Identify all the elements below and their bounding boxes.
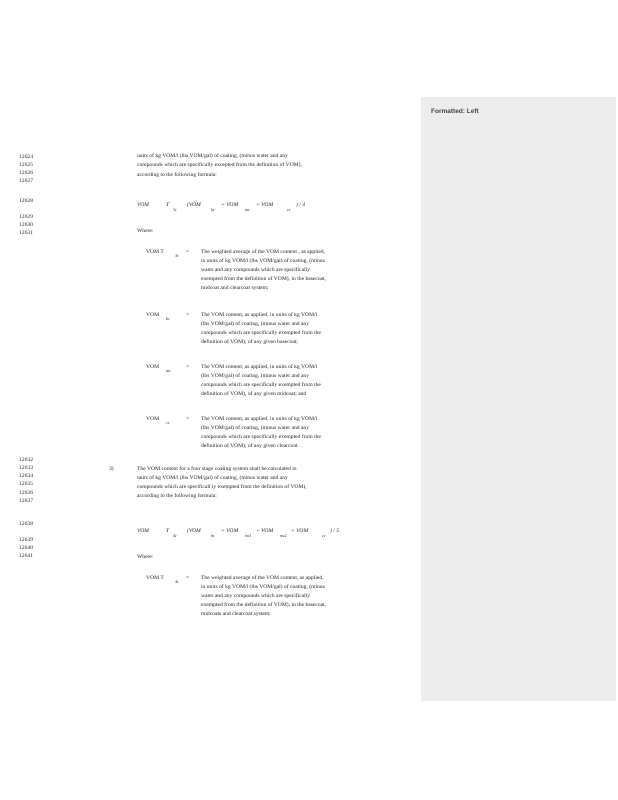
line-number: 12626	[19, 170, 33, 176]
definition-text: compounds which are specifically exempted from the	[201, 382, 321, 388]
formula-text: T	[166, 202, 170, 208]
definition-text: definition of VOM), of any given clearcoat.	[201, 443, 299, 449]
definition-term: VOM	[146, 364, 160, 370]
line-number: 12633	[19, 465, 33, 471]
comment-pane	[421, 97, 616, 701]
definition-subscript: bc	[166, 316, 170, 321]
formula-subscript: mc1	[245, 533, 252, 538]
definition-text: (lbs VOM/gal) of coating, (minus water and any	[201, 425, 310, 431]
definition-term: VOM	[146, 416, 160, 422]
definition-text: in units of kg VOM/l (lbs VOM/gal) of coating, (minus	[201, 258, 325, 264]
line-number: 12641	[19, 553, 33, 559]
definition-text: The VOM content, as applied, in units of kg VOM/l	[201, 416, 318, 422]
definition-subscript: 4c	[175, 579, 179, 584]
formula-text: T	[166, 528, 170, 534]
line-number: 12634	[19, 473, 33, 479]
definition-text: midcoats and clearcoat system;	[201, 611, 271, 617]
definition-term: VOM T	[146, 575, 164, 581]
formula-text: + VOM	[256, 528, 274, 534]
definition-text: (lbs VOM/gal) of coating, (minus water and any	[201, 373, 310, 379]
definition-term: VOM T	[146, 249, 164, 255]
body-text-line: compounds which are specificall ly exempted from the definition of VOM),	[137, 484, 307, 490]
line-number: 12632	[19, 457, 33, 463]
line-number: 12638	[19, 521, 33, 527]
definition-text: definition of VOM), of any given basecoat;	[201, 339, 298, 345]
where-label: Where:	[137, 554, 154, 560]
definition-text: exempted from the definition of VOM), in the basecoat,	[201, 602, 327, 608]
line-number: 12627	[19, 178, 33, 184]
formula-subscript: bc	[211, 207, 215, 212]
definition-text: water and any compounds which are specifically	[201, 593, 311, 599]
formula-subscript: 4c	[173, 533, 177, 538]
line-number: 12639	[19, 537, 33, 543]
formula-text: VOM	[137, 202, 149, 208]
body-text-line: according to the following formula:	[137, 172, 217, 178]
formula-subscript: cc	[287, 207, 291, 212]
formula-text: + VOM	[291, 528, 309, 534]
line-number: 12624	[19, 154, 33, 160]
definition-subscript: cc	[166, 420, 170, 425]
definition-text: in units of kg VOM/l (lbs VOM/gal) of coating, (minus	[201, 584, 325, 590]
list-marker: 3)	[109, 466, 114, 472]
body-text-line: units of kg VOM/l (lbs VOM/gal) of coating, (minus water and any	[137, 153, 288, 159]
definition-text: The VOM content, as applied, in units of kg VOM/l	[201, 312, 318, 318]
formula-text: + VOM	[256, 202, 274, 208]
line-number: 12625	[19, 162, 33, 168]
line-number: 12629	[19, 214, 33, 220]
definition-subscript: 3c	[175, 253, 179, 258]
line-number: 12628	[19, 198, 33, 204]
definition-separator: =	[186, 575, 190, 581]
formula-subscript: mc	[245, 207, 250, 212]
definition-text: exempted from the definition of VOM), in the basecoat,	[201, 276, 327, 282]
definition-separator: =	[186, 416, 190, 422]
formula-text: ) / 5	[330, 528, 340, 534]
line-number: 12631	[19, 230, 33, 236]
definition-separator: =	[186, 249, 190, 255]
body-text-line: according to the following formula:	[137, 493, 217, 499]
formula-text: + VOM	[221, 202, 239, 208]
formula-text: + VOM	[221, 528, 239, 534]
definition-text: (lbs VOM/gal) of coating, (minus water and any	[201, 321, 310, 327]
formula-text: VOM	[137, 528, 149, 534]
line-number: 12636	[19, 490, 33, 496]
body-text-line: compounds which are specifically excepted from the definition of VOM),	[137, 162, 302, 168]
comment-pane-title: Formatted: Left	[431, 108, 479, 115]
definition-text: compounds which are specifically exempted from the	[201, 330, 321, 336]
definition-subscript: mc	[166, 368, 171, 373]
formula-subscript: cc	[322, 533, 326, 538]
where-label: Where:	[137, 228, 154, 234]
formula-subscript: bc	[211, 533, 215, 538]
definition-text: water and any compounds which are specifically	[201, 267, 311, 273]
formula-text: (VOM	[187, 528, 201, 534]
definition-separator: =	[186, 364, 190, 370]
line-number: 12635	[19, 481, 33, 487]
formula-subscript: 3c	[173, 207, 177, 212]
line-number: 12630	[19, 222, 33, 228]
definition-text: The weighted average of the VOM content , as applied,	[201, 249, 326, 255]
definition-term: VOM	[146, 312, 160, 318]
body-text-line: units of kg VOM/l (lbs VOM/gal) of coating, (minus water and any	[137, 475, 288, 481]
definition-text: The VOM content, as applied, in units of kg VOM/l	[201, 364, 318, 370]
definition-text: compounds which are specifically exempted from the	[201, 434, 321, 440]
definition-text: definition of VOM), of any given midcoat; and	[201, 391, 307, 397]
formula-text: (VOM	[187, 202, 201, 208]
definition-text: midcoat and clearcoat system;	[201, 285, 269, 291]
formula-text: ) / 4	[296, 202, 306, 208]
body-text-line: The VOM content for a four stage coating system shall be calculated in	[137, 466, 297, 472]
definition-separator: =	[186, 312, 190, 318]
formula-subscript: mc2	[280, 533, 287, 538]
line-number: 12640	[19, 545, 33, 551]
definition-text: The weighted average of the VOM content, as applied,	[201, 575, 324, 581]
line-number: 12637	[19, 498, 33, 504]
